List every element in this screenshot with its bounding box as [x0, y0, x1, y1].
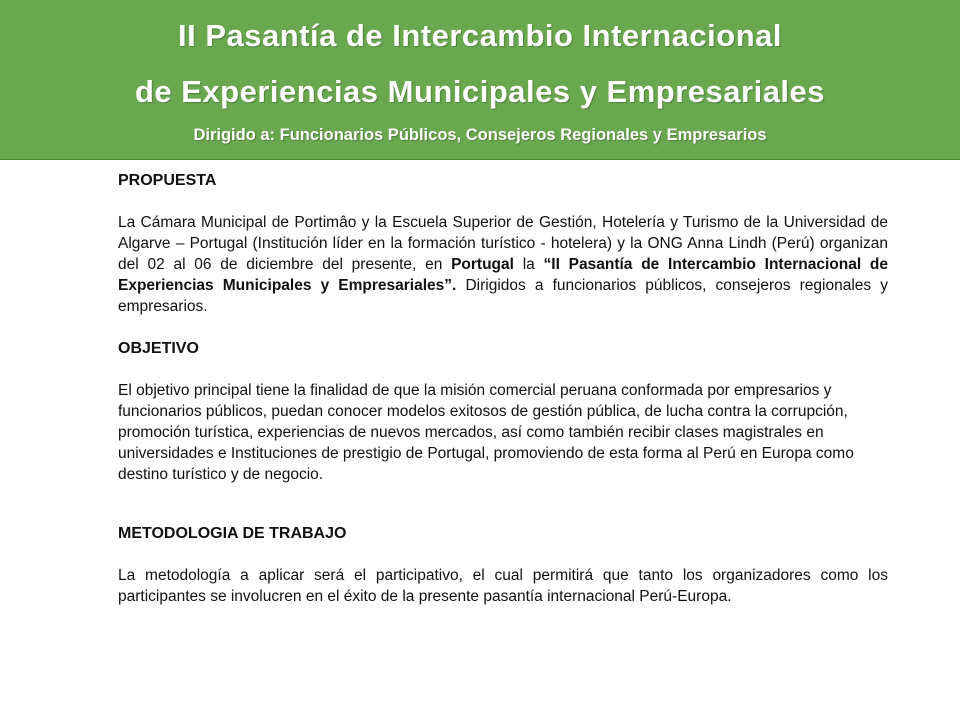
propuesta-text-a: La Cámara Municipal de Portimâo y la Escuela Superior de Gestión, Hotelería y Turismo de la Universidad de Algarve – Portugal (Institución líder en la formación turístico - hotelera) y la ONG Anna Lindh (Perú) organizan del 02 al 06 de diciembre del presente, en	[118, 214, 888, 273]
propuesta-text	[118, 212, 888, 317]
objetivo-heading: OBJETIVO	[118, 340, 199, 357]
metodologia-heading: METODOLOGIA DE TRABAJO	[118, 525, 347, 542]
title-line-1: II Pasantía de Intercambio Internacional	[177, 18, 782, 53]
propuesta-text-b: la	[513, 256, 544, 273]
objetivo-text: El objetivo principal tiene la finalidad de que la misión comercial peruana conformada por empresarios y funcionarios públicos, puedan conocer modelos exitosos de gestión pública, de lucha contra la corrupción, promoción turística, experiencias de nuevos mercados, así como también recibir clases magistrales en universidades e Instituciones de prestigio de Portugal, promoviendo de esta forma al Perú en Europa como destino turístico y de negocio.	[118, 382, 854, 483]
subtitle: Dirigido a: Funcionarios Públicos, Consejeros Regionales y Empresarios	[193, 126, 767, 144]
propuesta-heading: PROPUESTA	[118, 172, 217, 189]
document-body	[118, 170, 888, 607]
title-line-2: de Experiencias Municipales y Empresariales	[134, 74, 826, 109]
header-banner	[0, 0, 960, 160]
propuesta-place: Portugal	[451, 256, 514, 273]
propuesta-text-c: Dirigidos a funcionarios públicos, consejeros regionales y empresarios.	[118, 277, 888, 315]
propuesta-event-name: “II Pasantía de Intercambio Internacional de Experiencias Municipales y Empresariales”.	[118, 256, 888, 294]
metodologia-text: La metodología a aplicar será el participativo, el cual permitirá que tanto los organizadores como los participantes se involucren en el éxito de la presente pasantía internacional Perú-Europa.	[118, 567, 888, 605]
